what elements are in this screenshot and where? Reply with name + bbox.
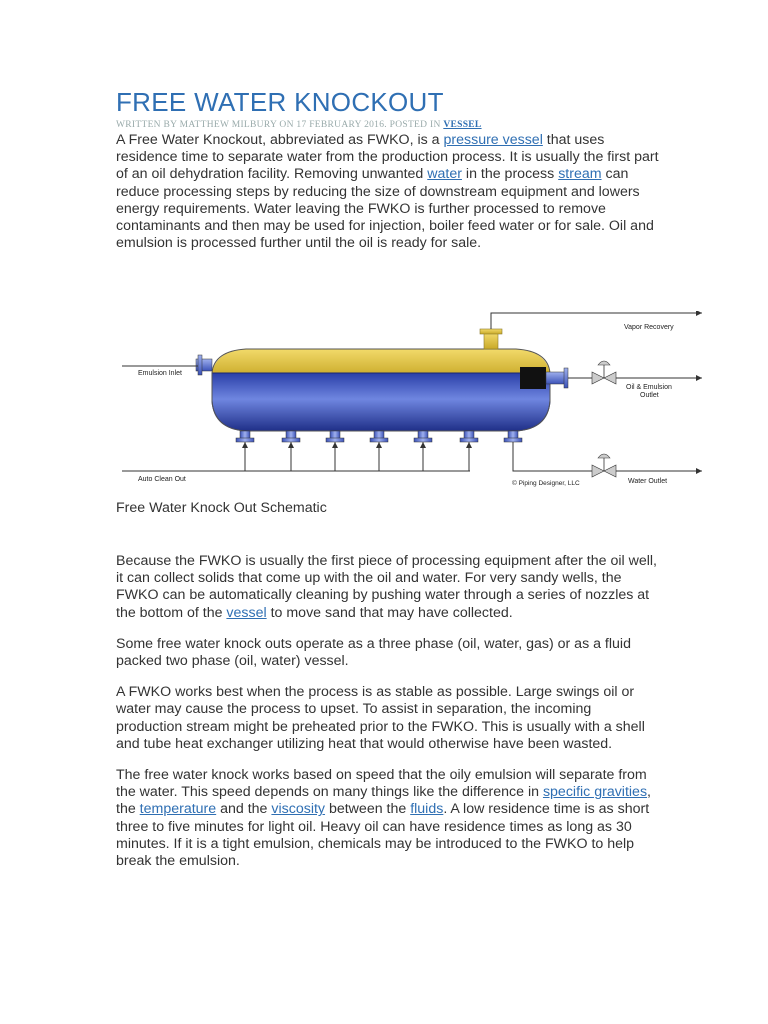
article-header xyxy=(116,86,661,252)
article-body xyxy=(116,553,661,870)
byline xyxy=(116,118,661,132)
paragraph-3: Some free water knock outs operate as a three phase (oil, water, gas) or as a fluid packed two phase (oil, water) vessel. xyxy=(116,635,631,670)
category-link[interactable]: VESSEL xyxy=(443,120,482,130)
byline-text: WRITTEN BY MATTHEW MILBURY ON 17 FEBRUARY 2016. POSTED IN xyxy=(116,120,441,130)
link-temperature[interactable]: temperature xyxy=(139,801,217,818)
label-copyright: © Piping Designer, LLC xyxy=(512,480,580,487)
link-water[interactable]: water xyxy=(427,166,462,183)
p2-text-2: to move sand that may have collected. xyxy=(266,604,513,621)
fwko-schematic xyxy=(116,311,706,491)
p5-text-1: The free water knock works based on speed that the oily emulsion will separate from the water. This speed depends on many things like the difference in xyxy=(116,767,647,801)
label-vapor-recovery: Vapor Recovery xyxy=(624,324,674,331)
link-specific-gravities[interactable]: specific gravities xyxy=(542,784,648,801)
weir-box xyxy=(520,367,546,389)
label-emulsion-inlet: Emulsion Inlet xyxy=(138,370,182,377)
label-oil-outlet-1: Oil & Emulsion xyxy=(626,384,672,391)
link-stream[interactable]: stream xyxy=(558,166,602,183)
p5-text-3: and the xyxy=(216,801,272,818)
p2-text-1: Because the FWKO is usually the first piece of processing equipment after the oil well, it can collect solids that come up with the oil and water. For very sandy wells, the FWKO can be automatically cleaning by pushing water through a series of nozzles at the bottom of the xyxy=(116,553,657,621)
figure-caption: Free Water Knock Out Schematic xyxy=(116,500,327,516)
link-pressure-vessel[interactable]: pressure vessel xyxy=(443,132,543,148)
link-viscosity[interactable]: viscosity xyxy=(271,801,326,818)
paragraph-4: A FWKO works best when the process is as stable as possible. Large swings oil or water may cause the process to upset. To assist in separation, the incoming production stream might be preheated prior to the FWKO. This is usually with a shell and tube heat exchanger utilizing heat that would otherwise have been wasted. xyxy=(116,684,645,752)
paragraph-5 xyxy=(116,767,661,870)
link-fluids[interactable]: fluids xyxy=(410,801,444,818)
p5-text-5: . A low residence time is as short three to five minutes for light oil. Heavy oil can have residence times as long as 30 minutes. If it is a tight emulsion, chemicals may be introduced to the FWKO to help break the emulsion. xyxy=(116,801,650,870)
p5-text-4: between the xyxy=(325,801,411,818)
label-water-outlet: Water Outlet xyxy=(628,478,668,485)
link-vessel[interactable]: vessel xyxy=(226,604,267,621)
intro-paragraph xyxy=(116,132,661,252)
intro-text-1: A Free Water Knockout, abbreviated as FWKO, is a xyxy=(116,132,444,148)
vessel-body xyxy=(212,373,550,431)
schematic-diagram xyxy=(116,311,706,491)
bottom-nozzles xyxy=(236,431,522,442)
intro-text-3: in the process xyxy=(461,166,559,183)
figure-caption-wrap xyxy=(116,492,661,516)
label-oil-outlet-2: Outlet xyxy=(640,392,659,399)
label-auto-clean-out: Auto Clean Out xyxy=(138,476,186,483)
intro-text-2: that uses residence time to separate water from the production process. It is usually the first part of an oil dehydration facility. Removing unwanted xyxy=(116,132,659,183)
page-title: FREE WATER KNOCKOUT xyxy=(116,87,444,117)
intro-text-4: can reduce processing steps by reducing the size of downstream equipment and lowers energy requirements. Water leaving the FWKO is further processed to remove contaminants and then may be used for injection, boiler feed water or for sale. Oil and emulsion is processed further until the oil is ready for sale. xyxy=(116,166,654,252)
paragraph-2 xyxy=(116,553,661,622)
p5-text-2: , the xyxy=(116,784,651,818)
